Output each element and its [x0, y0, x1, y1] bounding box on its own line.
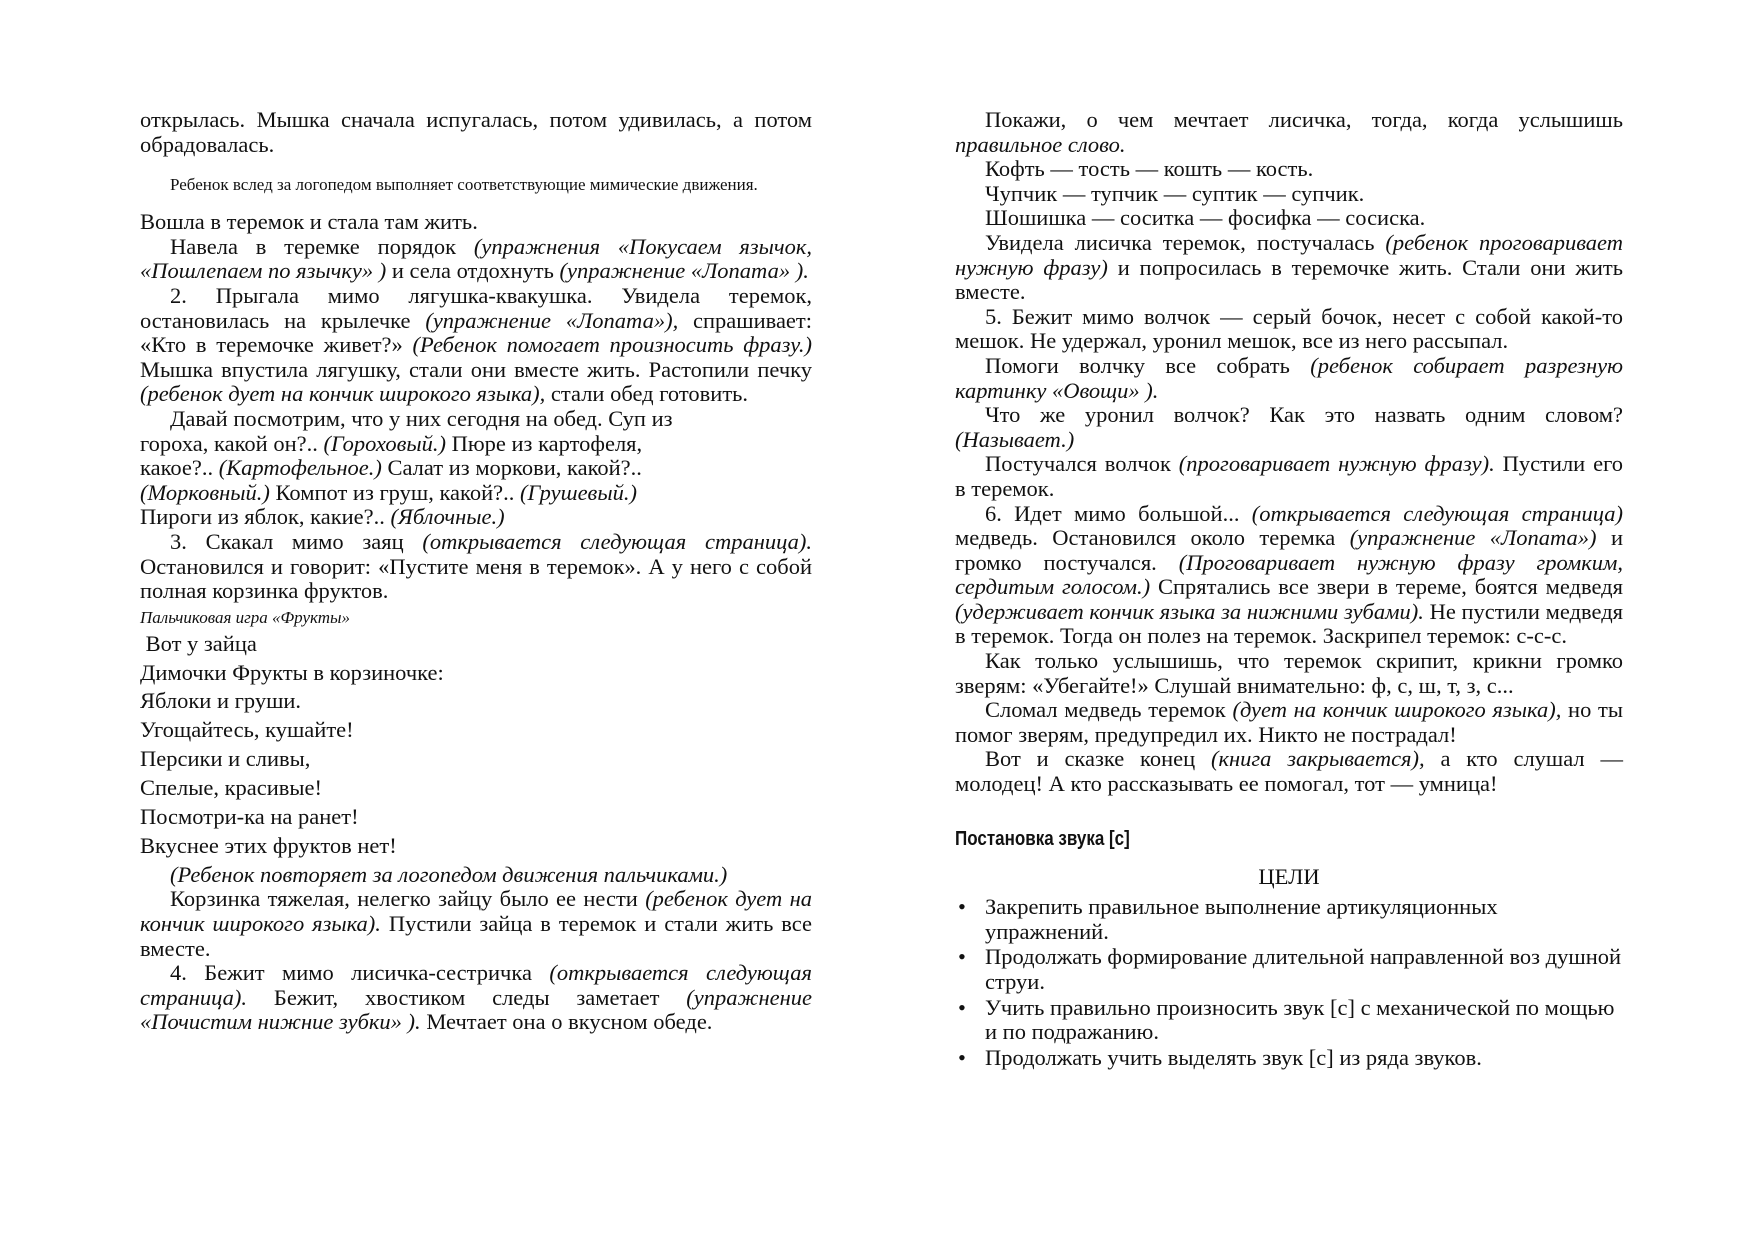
paragraph: Покажи, о чем мечтает лисичка, тогда, когда услышишь правильное слово.: [955, 107, 1623, 157]
word-line: Шошишка — соситка — фосифка — сосиска.: [985, 205, 1426, 231]
verse-line: Димочки Фрукты в корзиночке:: [140, 659, 444, 685]
bullet-icon: •: [958, 944, 966, 970]
paragraph: (Ребенок повторяет за логопедом движения пальчиками.): [170, 861, 728, 887]
paragraph: Что же уронил волчок? Как это назвать одним словом? (Называет.): [955, 402, 1623, 452]
paragraph: Вот и сказке конец (книга закрывается), а кто слушал — молодец! А кто рассказывать ее помогал, тот — умница!: [955, 746, 1623, 797]
section-heading: Постановка звука [с]: [955, 827, 1130, 850]
verse-line: Яблоки и груши.: [140, 688, 302, 714]
list-item: • Учить правильно произносить звук [с] с механической по мощью и по подражанию.: [958, 994, 1615, 1045]
word-line: Чупчик — тупчик — суптик — супчик.: [985, 180, 1365, 206]
paragraph: Давай посмотрим, что у них сегодня на обед. Суп из гороха, какой он?.. (Гороховый.) Пюре из картофеля, какое?.. (Картофельное.) Салат из моркови, какой?.. (Морковный.) Компот из груш, какой?.. (Грушевый.) Пироги из яблок, какие?.. (Яблочные.): [140, 405, 673, 530]
verse-line: Спелые, красивые!: [140, 775, 323, 801]
paragraph: Постучался волчок (проговаривает нужную фразу). Пустили его в теремок.: [955, 451, 1623, 501]
bullet-icon: •: [958, 994, 966, 1020]
verse-line: Вот у зайца: [140, 630, 257, 656]
paragraph: Навела в теремке порядок (упражнения «Покусаем язычок, «Пошлепаем по язычку» ) и села отдохнуть (упражнение «Лопата» ).: [140, 233, 812, 284]
verse-line: Вкуснее этих фруктов нет!: [140, 832, 397, 858]
instruction-note: Ребенок вслед за логопедом выполняет соответствующие мимические движения.: [170, 175, 758, 195]
paragraph: 5. Бежит мимо волчок — серый бочок, несет с собой какой-то мешок. Не удержал, уронил мешок, все из него рассыпал.: [955, 303, 1623, 354]
paragraph: Увидела лисичка теремок, постучалась (ребенок проговаривает нужную фразу) и попросилась в теремочке жить. Стали они жить вместе.: [955, 229, 1623, 305]
list-item: • Продолжать формирование длительной направленной воз душной струи.: [958, 944, 1622, 994]
paragraph: Корзинка тяжелая, нелегко зайцу было ее нести (ребенок дует на кончик широкого языка). Пустили зайца в теремок и стали жить все вместе.: [140, 886, 813, 961]
verse-line: Посмотри-ка на ранет!: [140, 804, 359, 830]
paragraph: открылась. Мышка сначала испугалась, потом удивилась, а потом обрадовалась.: [140, 107, 812, 157]
paragraph: Вошла в теремок и стала там жить.: [140, 209, 478, 235]
paragraph: Помоги волчку все собрать (ребенок собирает разрезную картинку «Овощи» ).: [955, 352, 1623, 403]
paragraph: 4. Бежит мимо лисичка-сестричка (открывается следующая страница). Бежит, хвостиком следы заметает (упражнение «Почистим нижние зубки» ). Мечтает она о вкусном обеде.: [140, 960, 812, 1035]
bullet-icon: •: [958, 1044, 966, 1070]
game-title: Пальчиковая игра «Фрукты»: [140, 607, 351, 627]
paragraph: 3. Скакал мимо заяц (открывается следующая страница). Остановился и говорит: «Пустите меня в теремок». А у него с собой полная корзинка фруктов.: [140, 528, 813, 604]
verse-line: Угощайтесь, кушайте!: [140, 717, 354, 743]
list-item: • Продолжать учить выделять звук [с] из ряда звуков.: [958, 1044, 1482, 1070]
right-page: [955, 108, 1623, 1071]
paragraph: Сломал медведь теремок (дует на кончик широкого языка), но ты помог зверям, предупредил их. Никто не пострадал!: [955, 697, 1624, 747]
bullet-icon: •: [958, 894, 966, 920]
paragraph: Как только услышишь, что теремок скрипит, крикни громко зверям: «Убегайте!» Слушай внимательно: ф, с, ш, т, з, с...: [955, 648, 1623, 698]
paragraph: 6. Идет мимо большой... (открывается следующая страница) медведь. Остановился около теремка (упражнение «Лопата») и громко постучался. (Проговаривает нужную фразу громким, сердитым голосом.) Спрятались все звери в тереме, боятся медведя (удерживает кончик языка за нижними зубами). Не пустили медведя в теремок. Тогда он полез на теремок. Заскрипел теремок: с-с-с.: [955, 500, 1624, 649]
paragraph: 2. Прыгала мимо лягушка-квакушка. Увидела теремок, остановилась на крылечке (упражнение «Лопата»), спрашивает: «Кто в теремочке живет?» (Ребенок помогает произносить фразу.) Мышка впустила лягушку, стали они вместе жить. Растопили печку (ребенок дует на кончик широкого языка), стали обед готовить.: [140, 282, 813, 407]
word-line: Кофть — тость — кошть — кость.: [985, 156, 1314, 182]
list-item: • Закрепить правильное выполнение артикуляционных упражнений.: [958, 894, 1498, 944]
verse-line: Персики и сливы,: [140, 746, 311, 772]
left-page: [140, 108, 812, 1035]
goals-title: ЦЕЛИ: [1258, 863, 1320, 889]
goals-list: [955, 895, 1623, 1070]
